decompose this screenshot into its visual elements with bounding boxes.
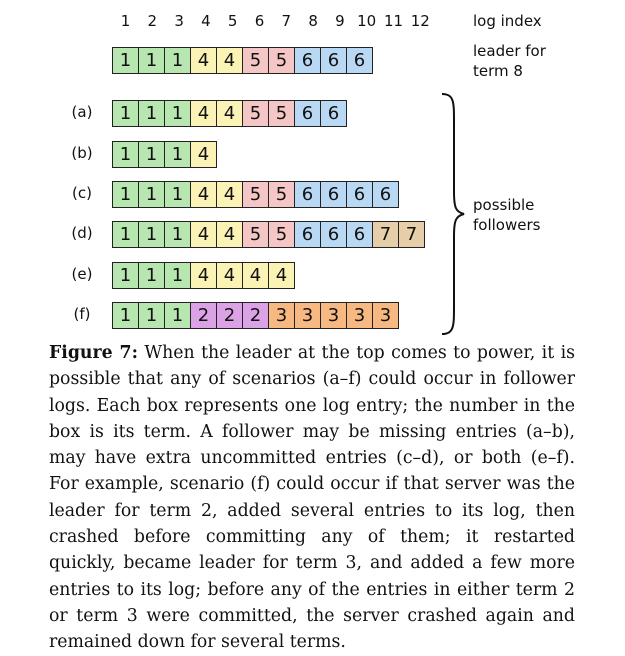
log-entry: 6 bbox=[294, 100, 321, 127]
followers-brace bbox=[440, 92, 466, 336]
log-entry: 3 bbox=[346, 302, 373, 329]
log-entry: 5 bbox=[268, 181, 295, 208]
log-entry: 4 bbox=[190, 221, 217, 248]
log-entry: 1 bbox=[112, 302, 139, 329]
log-entry: 1 bbox=[138, 141, 165, 168]
log-entry: 2 bbox=[190, 302, 217, 329]
log-entry: 7 bbox=[398, 221, 425, 248]
log-entry: 5 bbox=[268, 100, 295, 127]
log-entry: 7 bbox=[372, 221, 399, 248]
log-entry: 5 bbox=[242, 181, 269, 208]
log-entry: 5 bbox=[242, 100, 269, 127]
log-entry: 1 bbox=[112, 100, 139, 127]
leader-log bbox=[112, 47, 372, 74]
log-entry: 4 bbox=[190, 100, 217, 127]
follower-log bbox=[112, 262, 294, 289]
follower-log bbox=[112, 181, 398, 208]
followers-caption-line2: followers bbox=[473, 216, 541, 234]
follower-log bbox=[112, 100, 346, 127]
follower-row-label: (d) bbox=[71, 224, 93, 242]
log-entry: 1 bbox=[138, 221, 165, 248]
leader-caption-line2: term 8 bbox=[473, 62, 523, 80]
follower-row-label: (b) bbox=[71, 144, 93, 162]
follower-log bbox=[112, 141, 216, 168]
figure-caption-text: When the leader at the top comes to power, it is possible that any of scenarios (a–f) could occur in follower logs. Each box represents one log entry; the number in the box is its term. A follower may be missing entries (a–b), may have extra uncommitted entries (c–d), or both (e–f). For example, scenario (f) could occur if that server was the leader for term 2, added several entries to its log, then crashed before committing any of them; it restarted quickly, became leader for term 3, and added a few more entries to its log; before any of the entries in either term 2 or term 3 were committed, the server crashed again and remained down for several terms. bbox=[49, 343, 575, 653]
log-entry: 1 bbox=[164, 47, 191, 74]
log-entry: 1 bbox=[164, 302, 191, 329]
log-entry: 3 bbox=[268, 302, 295, 329]
log-entry: 6 bbox=[320, 221, 347, 248]
log-entry: 4 bbox=[268, 262, 295, 289]
log-entry: 4 bbox=[190, 181, 217, 208]
follower-log bbox=[112, 302, 398, 329]
log-entry: 1 bbox=[164, 181, 191, 208]
log-index-number: 1 bbox=[120, 12, 131, 30]
log-entry: 1 bbox=[112, 141, 139, 168]
log-entry: 1 bbox=[138, 47, 165, 74]
log-entry: 4 bbox=[216, 221, 243, 248]
log-entry: 4 bbox=[216, 47, 243, 74]
log-entry: 5 bbox=[268, 47, 295, 74]
log-index-number: 10 bbox=[357, 12, 377, 30]
log-entry: 6 bbox=[346, 181, 373, 208]
log-index-caption: log index bbox=[473, 12, 542, 30]
followers-caption bbox=[473, 195, 540, 235]
log-index-number: 2 bbox=[147, 12, 158, 30]
log-index-number: 4 bbox=[201, 12, 211, 30]
log-entry: 4 bbox=[242, 262, 269, 289]
log-entry: 3 bbox=[294, 302, 321, 329]
log-entry: 6 bbox=[372, 181, 399, 208]
log-entry: 2 bbox=[242, 302, 269, 329]
follower-log bbox=[112, 221, 424, 248]
log-entry: 1 bbox=[138, 100, 165, 127]
log-entry: 4 bbox=[190, 262, 217, 289]
log-entry: 6 bbox=[294, 221, 321, 248]
follower-row-label: (a) bbox=[71, 103, 93, 121]
log-entry: 6 bbox=[346, 221, 373, 248]
log-entry: 6 bbox=[320, 100, 347, 127]
log-entry: 5 bbox=[242, 47, 269, 74]
log-entry: 1 bbox=[164, 100, 191, 127]
log-entry: 6 bbox=[320, 181, 347, 208]
log-index-number: 12 bbox=[410, 12, 430, 30]
log-index-number: 6 bbox=[254, 12, 265, 30]
log-entry: 1 bbox=[164, 221, 191, 248]
log-entry: 5 bbox=[242, 221, 269, 248]
figure-label: Figure 7: bbox=[49, 343, 138, 363]
follower-row-label: (f) bbox=[73, 305, 91, 323]
log-entry: 4 bbox=[216, 262, 243, 289]
log-entry: 4 bbox=[216, 100, 243, 127]
log-entry: 3 bbox=[372, 302, 399, 329]
log-entry: 1 bbox=[164, 141, 191, 168]
log-index-number: 7 bbox=[281, 12, 292, 30]
log-entry: 6 bbox=[320, 47, 347, 74]
log-entry: 3 bbox=[320, 302, 347, 329]
log-index-number: 8 bbox=[308, 12, 318, 30]
log-entry: 6 bbox=[294, 47, 321, 74]
log-entry: 4 bbox=[216, 181, 243, 208]
log-entry: 1 bbox=[138, 262, 165, 289]
follower-row-label: (c) bbox=[72, 184, 92, 202]
log-entry: 1 bbox=[112, 221, 139, 248]
log-entry: 1 bbox=[112, 47, 139, 74]
log-entry: 1 bbox=[112, 181, 139, 208]
follower-row-label: (e) bbox=[71, 265, 93, 283]
log-entry: 2 bbox=[216, 302, 243, 329]
followers-caption-line1: possible bbox=[473, 196, 535, 214]
log-entry: 6 bbox=[346, 47, 373, 74]
log-entry: 1 bbox=[138, 302, 165, 329]
log-index-number: 11 bbox=[383, 12, 404, 30]
log-entry: 5 bbox=[268, 221, 295, 248]
log-entry: 6 bbox=[294, 181, 321, 208]
log-entry: 1 bbox=[164, 262, 191, 289]
log-index-number: 9 bbox=[335, 12, 345, 30]
leader-caption bbox=[473, 41, 546, 81]
log-index-number: 3 bbox=[174, 12, 184, 30]
log-index-number: 5 bbox=[227, 12, 238, 30]
leader-caption-line1: leader for bbox=[473, 42, 546, 60]
log-entry: 1 bbox=[112, 262, 139, 289]
log-entry: 4 bbox=[190, 141, 217, 168]
log-entry: 4 bbox=[190, 47, 217, 74]
figure-caption bbox=[49, 340, 575, 656]
log-entry: 1 bbox=[138, 181, 165, 208]
